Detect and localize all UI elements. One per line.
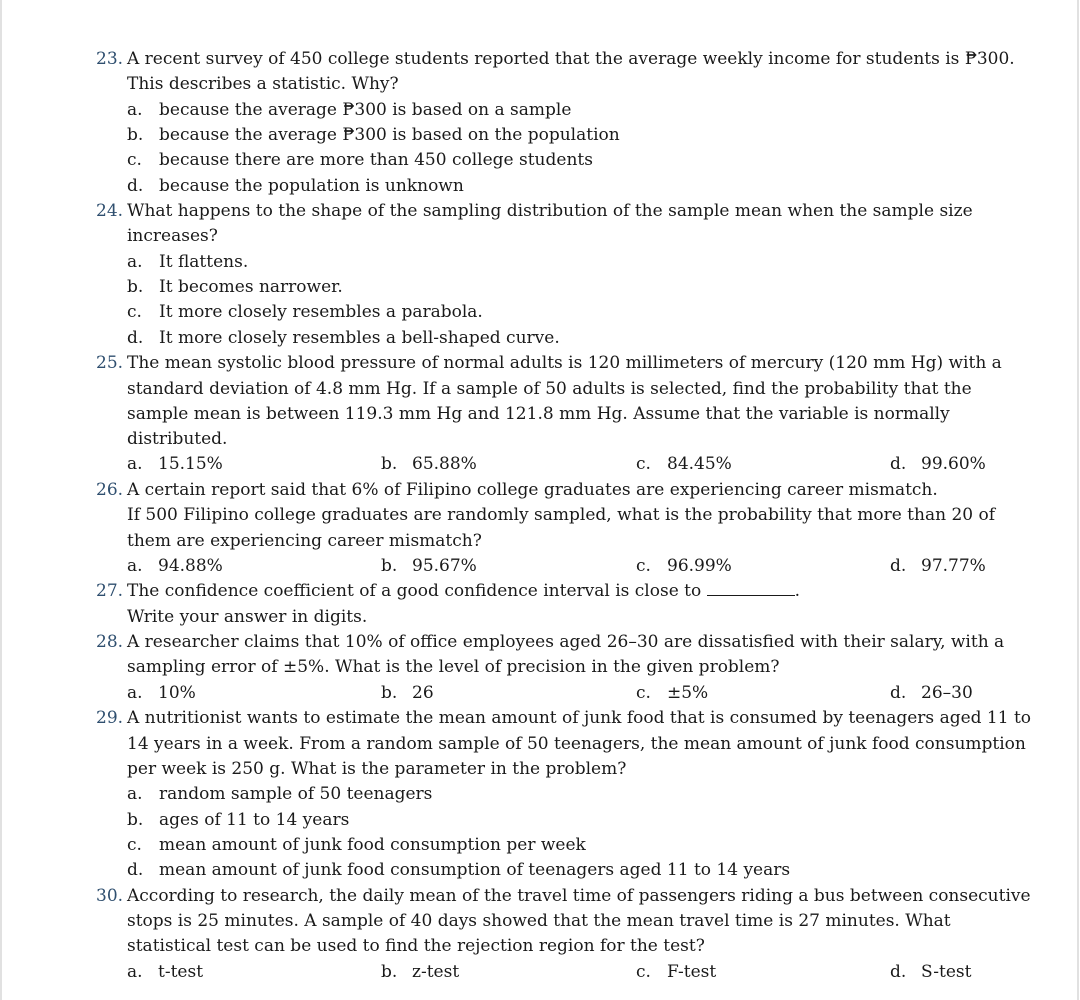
option-text: ages of 11 to 14 years (159, 810, 350, 830)
options-row (0, 452, 1080, 477)
question-text-line: increases? (127, 226, 218, 246)
option-letter: d. (127, 328, 144, 348)
question-text: What happens to the shape of the sampling distribution of the sample mean when the sample size (127, 201, 973, 221)
question-number: 29. (96, 708, 124, 728)
option-letter: c. (636, 454, 651, 474)
option-letter: d. (890, 683, 907, 703)
question-number: 23. (96, 49, 124, 69)
options-row (0, 554, 1080, 579)
question-text: The mean systolic blood pressure of normal adults is 120 millimeters of mercury (120 mm Hg) with a (127, 353, 1002, 373)
option-letter: a. (127, 252, 143, 272)
question-number: 24. (96, 201, 124, 221)
option-text: It more closely resembles a bell-shaped curve. (159, 328, 560, 348)
option-letter: c. (636, 556, 651, 576)
option-letter: a. (127, 100, 143, 120)
option-text: F-test (667, 962, 717, 982)
question-number: 27. (96, 581, 124, 601)
question-text: A recent survey of 450 college students reported that the average weekly income for students is ₱300. (127, 49, 1015, 69)
option-text: z-test (412, 962, 460, 982)
option-text: mean amount of junk food consumption per week (159, 835, 586, 855)
option-text: It becomes narrower. (159, 277, 343, 297)
question-text-line: distributed. (127, 429, 228, 449)
option-text: because the average ₱300 is based on the population (159, 125, 620, 145)
question-text-line: If 500 Filipino college graduates are randomly sampled, what is the probability that more than 20 of (127, 505, 996, 525)
option-letter: c. (636, 962, 651, 982)
option-text: S-test (921, 962, 972, 982)
option-letter: d. (127, 860, 144, 880)
option-text: It more closely resembles a parabola. (159, 302, 483, 322)
question-number: 28. (96, 632, 124, 652)
option-text: 95.67% (412, 556, 477, 576)
option-text: 10% (158, 683, 196, 703)
option-text: t-test (158, 962, 204, 982)
option-text: random sample of 50 teenagers (159, 784, 433, 804)
question-text-line: stops is 25 minutes. A sample of 40 days showed that the mean travel time is 27 minutes. What (127, 911, 951, 931)
options-row (0, 960, 1080, 985)
question-text: According to research, the daily mean of the travel time of passengers riding a bus between consecutive (127, 886, 1031, 906)
option-letter: a. (127, 784, 143, 804)
question-text-part: The confidence coefficient of a good confidence interval is close to (127, 581, 702, 601)
question-text-line: them are experiencing career mismatch? (127, 531, 482, 551)
option-letter: d. (127, 176, 144, 196)
answer-blank[interactable] (707, 581, 795, 596)
option-letter: a. (127, 962, 143, 982)
question-number: 30. (96, 886, 124, 906)
option-text: 84.45% (667, 454, 732, 474)
option-text: ±5% (667, 683, 709, 703)
blank-period: . (794, 581, 801, 601)
option-text: 26–30 (921, 683, 973, 703)
option-text: It flattens. (159, 252, 249, 272)
option-letter: b. (381, 683, 398, 703)
question-text-line: sampling error of ±5%. What is the level of precision in the given problem? (127, 657, 780, 677)
option-text: 99.60% (921, 454, 986, 474)
question-text-line: This describes a statistic. Why? (127, 74, 399, 94)
options-row (0, 681, 1080, 706)
question-text: A certain report said that 6% of Filipino college graduates are experiencing career mismatch. (127, 480, 938, 500)
option-text: because the average ₱300 is based on a sample (159, 100, 572, 120)
option-text: 65.88% (412, 454, 477, 474)
option-text: 94.88% (158, 556, 223, 576)
option-letter: c. (127, 150, 142, 170)
option-letter: b. (127, 810, 144, 830)
option-letter: d. (890, 962, 907, 982)
option-letter: a. (127, 454, 143, 474)
option-text: because the population is unknown (159, 176, 464, 196)
option-text: 26 (412, 683, 434, 703)
option-letter: a. (127, 556, 143, 576)
question-text: A nutritionist wants to estimate the mean amount of junk food that is consumed by teenagers aged 11 to (127, 708, 1032, 728)
question-text-line: sample mean is between 119.3 mm Hg and 121.8 mm Hg. Assume that the variable is normally (127, 404, 950, 424)
option-text: 97.77% (921, 556, 986, 576)
question-text-line: Write your answer in digits. (127, 607, 368, 627)
option-letter: c. (127, 302, 142, 322)
option-text: 15.15% (158, 454, 223, 474)
option-letter: c. (127, 835, 142, 855)
option-letter: b. (127, 277, 144, 297)
option-letter: d. (890, 556, 907, 576)
question-text-line: 14 years in a week. From a random sample of 50 teenagers, the mean amount of junk food consumption (127, 734, 1026, 754)
option-letter: b. (381, 556, 398, 576)
option-letter: b. (127, 125, 144, 145)
option-letter: d. (890, 454, 907, 474)
question-number: 25. (96, 353, 124, 373)
question-text-line: per week is 250 g. What is the parameter in the problem? (127, 759, 627, 779)
question-text-line: statistical test can be used to find the rejection region for the test? (127, 936, 705, 956)
option-letter: a. (127, 683, 143, 703)
option-letter: c. (636, 683, 651, 703)
option-letter: b. (381, 454, 398, 474)
option-text: mean amount of junk food consumption of teenagers aged 11 to 14 years (159, 860, 791, 880)
question-text-line: standard deviation of 4.8 mm Hg. If a sample of 50 adults is selected, find the probability that the (127, 379, 972, 399)
question-text: A researcher claims that 10% of office employees aged 26–30 are dissatisfied with their salary, with a (127, 632, 1005, 652)
option-text: 96.99% (667, 556, 732, 576)
question-number: 26. (96, 480, 124, 500)
option-text: because there are more than 450 college students (159, 150, 593, 170)
question-text (127, 579, 800, 604)
option-letter: b. (381, 962, 398, 982)
